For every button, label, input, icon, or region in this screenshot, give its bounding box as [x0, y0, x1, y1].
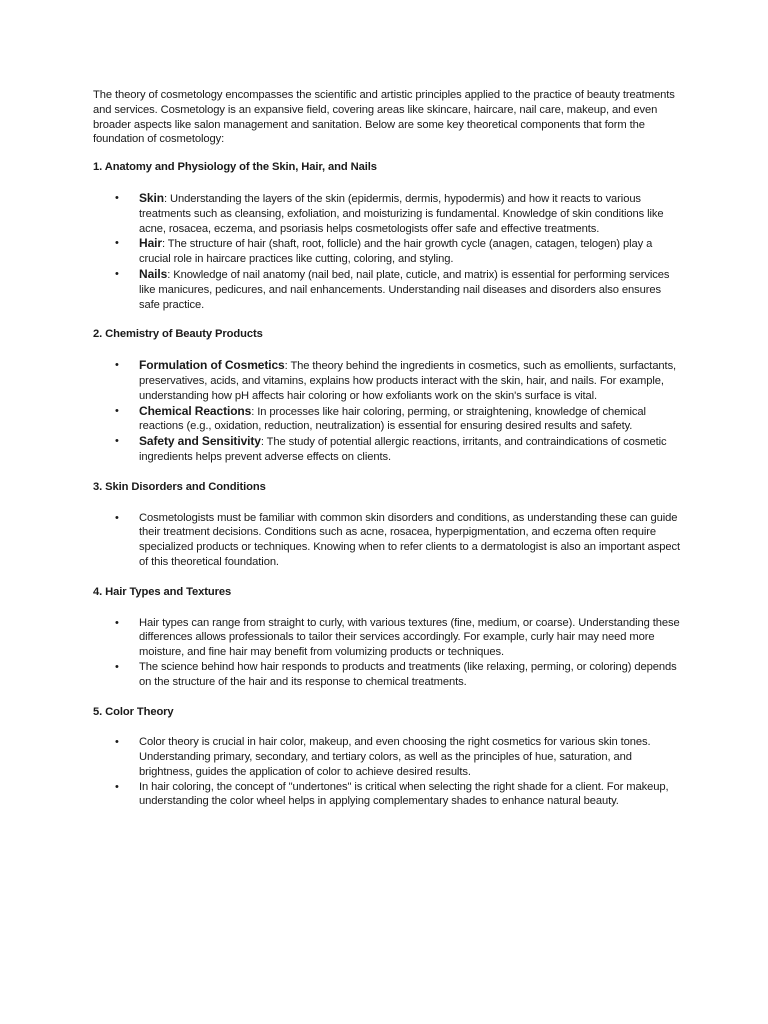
- bullet-icon: •: [115, 191, 119, 204]
- term: Skin: [139, 190, 164, 205]
- bullet-list: [93, 358, 683, 465]
- document-page: [93, 88, 683, 824]
- list-item: [93, 616, 683, 660]
- bullet-list: [93, 616, 683, 690]
- item-text: Hair types can range from straight to curly, with various textures (fine, medium, or coarse). Understanding these differences allows professionals to tailor their services accordingly. For example, curly hair may need more moisture, and fine hair may benefit from volumizing products or techniques.: [139, 616, 680, 659]
- list-item: [93, 780, 683, 810]
- section-heading: 2. Chemistry of Beauty Products: [93, 328, 263, 341]
- bullet-icon: •: [115, 780, 119, 793]
- bullet-icon: •: [115, 267, 119, 280]
- section-heading: 4. Hair Types and Textures: [93, 585, 232, 598]
- bullet-icon: •: [115, 404, 119, 417]
- list-item: [93, 735, 683, 779]
- item-text: The science behind how hair responds to products and treatments (like relaxing, perming, or coloring) depends on the structure of the hair and its response to chemical treatments.: [139, 660, 677, 688]
- item-text: : Knowledge of nail anatomy (nail bed, nail plate, cuticle, and matrix) is essential for performing services like manicures, pedicures, and nail enhancements. Understanding nail diseases and disorders also ensures safe practice.: [139, 268, 670, 311]
- term: Hair: [139, 236, 162, 251]
- bullet-icon: •: [115, 511, 119, 524]
- intro-paragraph: The theory of cosmetology encompasses the scientific and artistic principles applied to the practice of beauty treatments and services. Cosmetology is an expansive field, covering areas like skincare, haircare, nail care, makeup, and even broader aspects like salon management and sanitation. Below are some key theoretical components that form the foundation of cosmetology:: [93, 89, 675, 146]
- list-item: [93, 267, 683, 312]
- list-item: [93, 236, 683, 267]
- bullet-list: [93, 191, 683, 312]
- term: Nails: [139, 266, 168, 281]
- term: Safety and Sensitivity: [139, 434, 261, 449]
- bullet-list: [93, 735, 683, 809]
- section-heading: 3. Skin Disorders and Conditions: [93, 480, 266, 493]
- bullet-icon: •: [115, 237, 119, 250]
- section-heading: 5. Color Theory: [93, 705, 174, 718]
- list-item: [93, 660, 683, 690]
- item-text: : Understanding the layers of the skin (epidermis, dermis, hypodermis) and how it reacts to various treatments such as cleansing, exfoliation, and moisturizing is fundamental. Knowledge of skin conditions like acne, rosacea, eczema, and psoriasis helps cosmetologists offer safe and effective treatments.: [139, 192, 664, 235]
- bullet-icon: •: [115, 660, 119, 673]
- bullet-icon: •: [115, 616, 119, 629]
- list-item: [93, 434, 683, 465]
- list-item: [93, 191, 683, 236]
- item-text: : In processes like hair coloring, perming, or straightening, knowledge of chemical reactions (e.g., oxidation, reduction, neutralization) is essential for ensuring desired results and safety.: [139, 405, 646, 433]
- item-text: Cosmetologists must be familiar with common skin disorders and conditions, as understanding these can guide their treatment decisions. Conditions such as acne, rosacea, hyperpigmentation, and eczema often require specialized products or techniques. Knowing when to refer clients to a dermatologist is also an important aspect of this theoretical foundation.: [139, 511, 681, 568]
- item-text: In hair coloring, the concept of "undertones" is critical when selecting the right shade for a client. For makeup, understanding the color wheel helps in applying complementary shades to enhance natural beauty.: [139, 780, 669, 808]
- term: Chemical Reactions: [139, 403, 252, 418]
- item-text: : The theory behind the ingredients in cosmetics, such as emollients, surfactants, preservatives, acids, and vitamins, explains how products interact with the skin, hair, and nails. For example, understanding how pH affects hair coloring or how exfoliants work on the skin's surface is vital.: [139, 360, 677, 402]
- section-heading: 1. Anatomy and Physiology of the Skin, Hair, and Nails: [93, 161, 377, 174]
- item-text: : The structure of hair (shaft, root, follicle) and the hair growth cycle (anagen, catagen, telogen) play a crucial role in haircare practices like cutting, coloring, and styling.: [139, 238, 653, 266]
- item-text: : The study of potential allergic reactions, irritants, and contraindications of cosmetic ingredients helps prevent adverse effects on clients.: [139, 436, 667, 463]
- bullet-icon: •: [115, 435, 119, 448]
- list-item: [93, 511, 683, 570]
- term: Formulation of Cosmetics: [139, 358, 285, 373]
- bullet-list: [93, 511, 683, 570]
- bullet-icon: •: [115, 736, 119, 749]
- list-item: [93, 358, 683, 403]
- list-item: [93, 404, 683, 435]
- item-text: Color theory is crucial in hair color, makeup, and even choosing the right cosmetics for various skin tones. Understanding primary, secondary, and tertiary colors, as well as the principles of hue, saturation, and brightness, guides the application of color to achieve desired results.: [139, 736, 651, 778]
- bullet-icon: •: [115, 359, 119, 372]
